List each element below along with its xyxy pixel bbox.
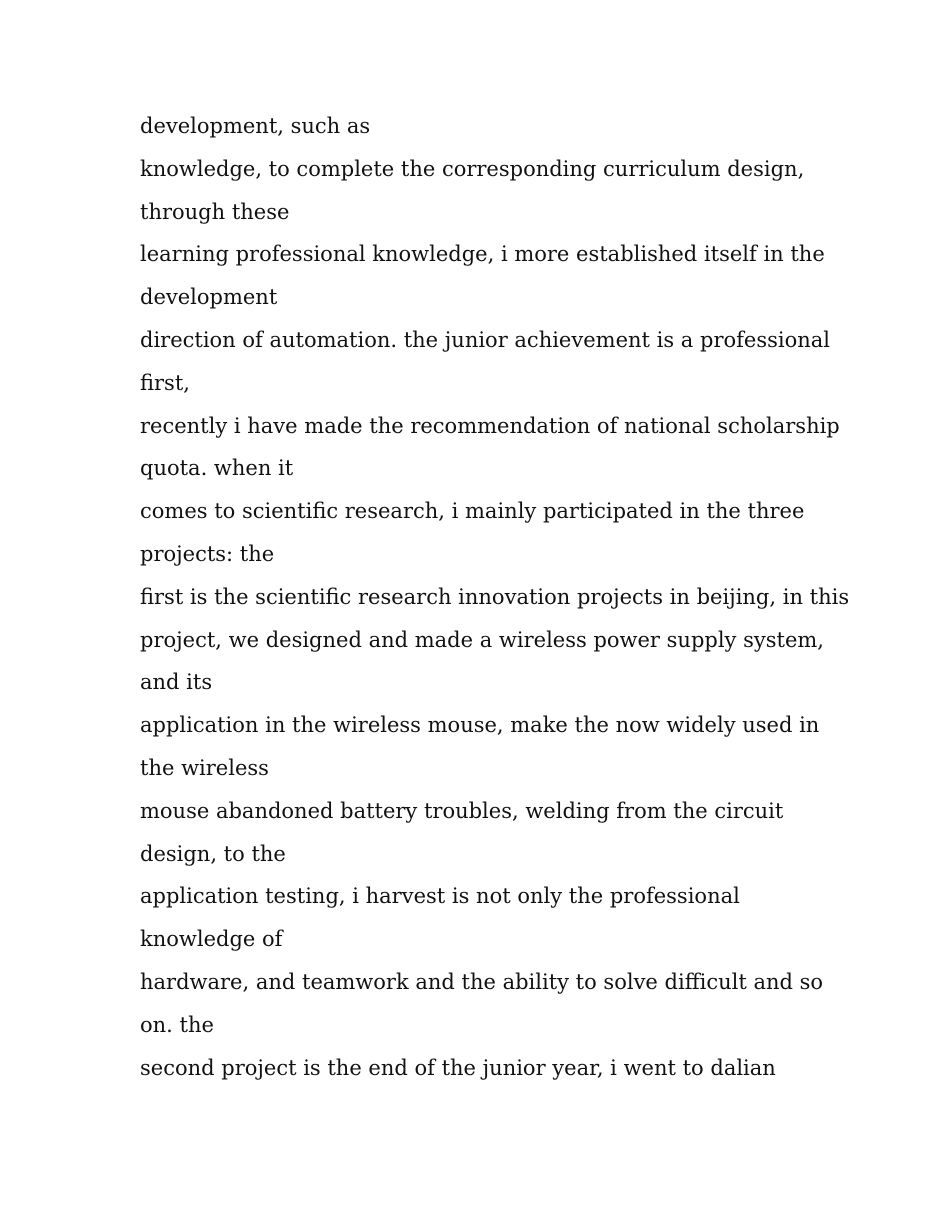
- text-line: knowledge, to complete the corresponding curriculum design,: [140, 156, 805, 181]
- text-line: application in the wireless mouse, make the now widely used in: [140, 713, 820, 738]
- text-line: first is the scientific research innovation projects in beijing, in this: [140, 584, 850, 609]
- text-line: design, to the: [140, 841, 286, 866]
- text-line: comes to scientific research, i mainly participated in the three: [140, 499, 805, 524]
- text-line: recently i have made the recommendation of national scholarship: [140, 413, 840, 438]
- text-line: second project is the end of the junior year, i went to dalian: [140, 1055, 776, 1080]
- text-line: and its: [140, 670, 213, 695]
- document-body: [140, 105, 850, 1089]
- text-line: first,: [140, 370, 190, 395]
- text-line: project, we designed and made a wireless power supply system,: [140, 627, 824, 652]
- text-line: development: [140, 285, 278, 310]
- text-line: quota. when it: [140, 456, 294, 481]
- text-line: hardware, and teamwork and the ability to solve difficult and so: [140, 969, 824, 994]
- text-line: development, such as: [140, 114, 371, 138]
- text-line: through these: [140, 199, 290, 224]
- text-line: projects: the: [140, 541, 275, 566]
- text-line: the wireless: [140, 755, 269, 780]
- text-line: knowledge of: [140, 927, 283, 952]
- text-line: direction of automation. the junior achievement is a professional: [140, 327, 830, 352]
- text-line: learning professional knowledge, i more established itself in the: [140, 242, 825, 267]
- text-line: mouse abandoned battery troubles, welding from the circuit: [140, 798, 784, 823]
- text-line: on. the: [140, 1012, 214, 1037]
- text-line: application testing, i harvest is not only the professional: [140, 884, 740, 909]
